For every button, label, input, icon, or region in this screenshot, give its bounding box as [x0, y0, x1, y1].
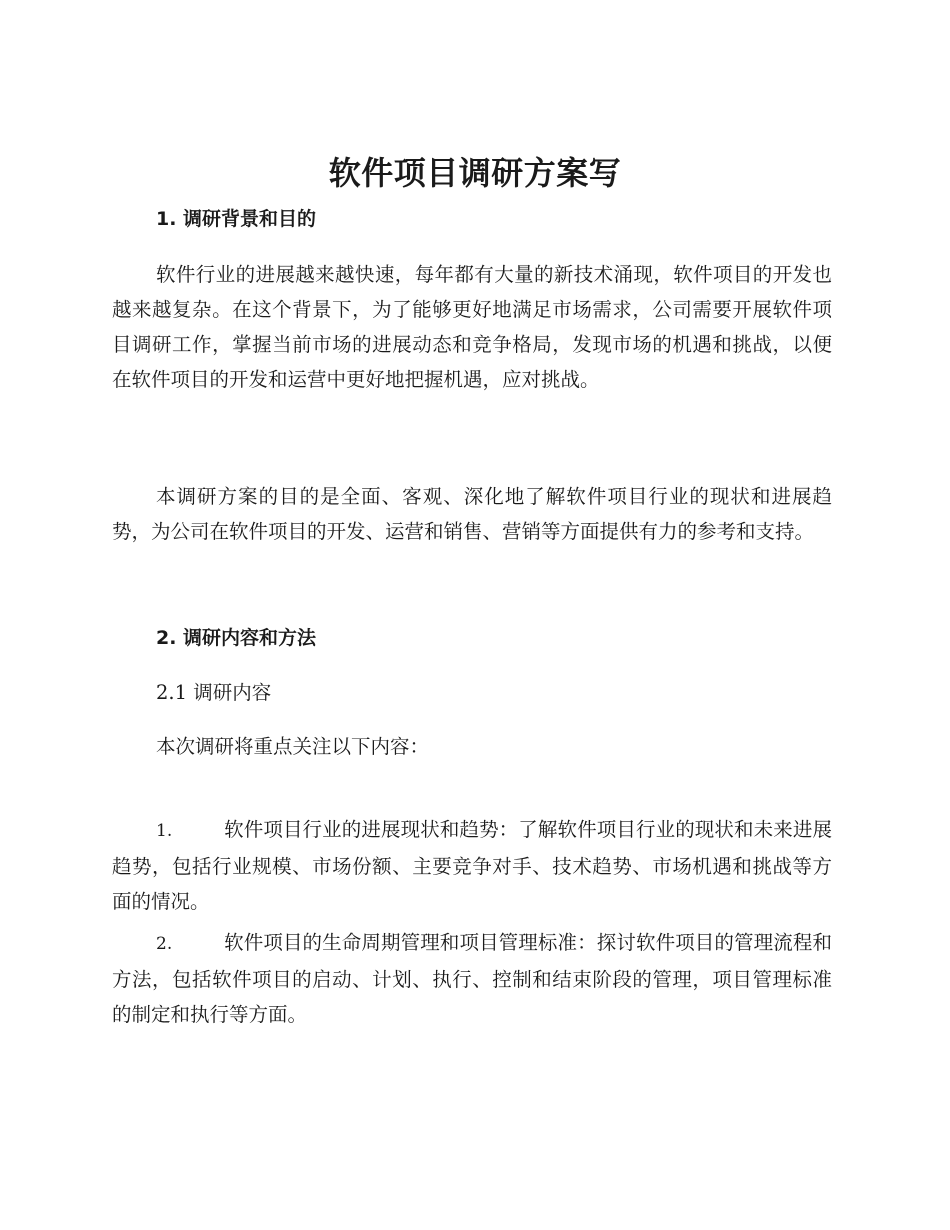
section-2-1-subheading: 2.1 调研内容	[156, 681, 272, 704]
list-item-text: 软件项目的生命周期管理和项目管理标准：探讨软件项目的管理流程和方法，包括软件项目的启动、计划、执行、控制和结束阶段的管理，项目管理标准的制定和执行等方面。	[112, 931, 832, 1026]
list-item-text: 软件项目行业的进展现状和趋势：了解软件项目行业的现状和未来进展趋势，包括行业规模、市场份额、主要竞争对手、技术趋势、市场机遇和挑战等方面的情况。	[112, 818, 832, 913]
list-item	[112, 812, 832, 919]
document-title: 软件项目调研方案写	[328, 154, 622, 192]
list-item	[112, 925, 832, 1032]
section-1-heading: 1. 调研背景和目的	[156, 208, 317, 230]
list-item-number: 1.	[156, 821, 173, 841]
section-1-paragraph-2: 本调研方案的目的是全面、客观、深化地了解软件项目行业的现状和进展趋势，为公司在软件项目的开发、运营和销售、营销等方面提供有力的参考和支持。	[112, 485, 832, 543]
section-1-paragraph-1: 软件行业的进展越来越快速，每年都有大量的新技术涌现，软件项目的开发也越来越复杂。在这个背景下，为了能够更好地满足市场需求，公司需要开展软件项目调研工作，掌握当前市场的进展动态和竞争格局，发现市场的机遇和挑战，以便在软件项目的开发和运营中更好地把握机遇，应对挑战。	[112, 263, 832, 391]
list-item-number: 2.	[156, 934, 173, 954]
section-2-heading: 2. 调研内容和方法	[156, 627, 317, 649]
section-2-intro: 本次调研将重点关注以下内容：	[156, 735, 430, 758]
